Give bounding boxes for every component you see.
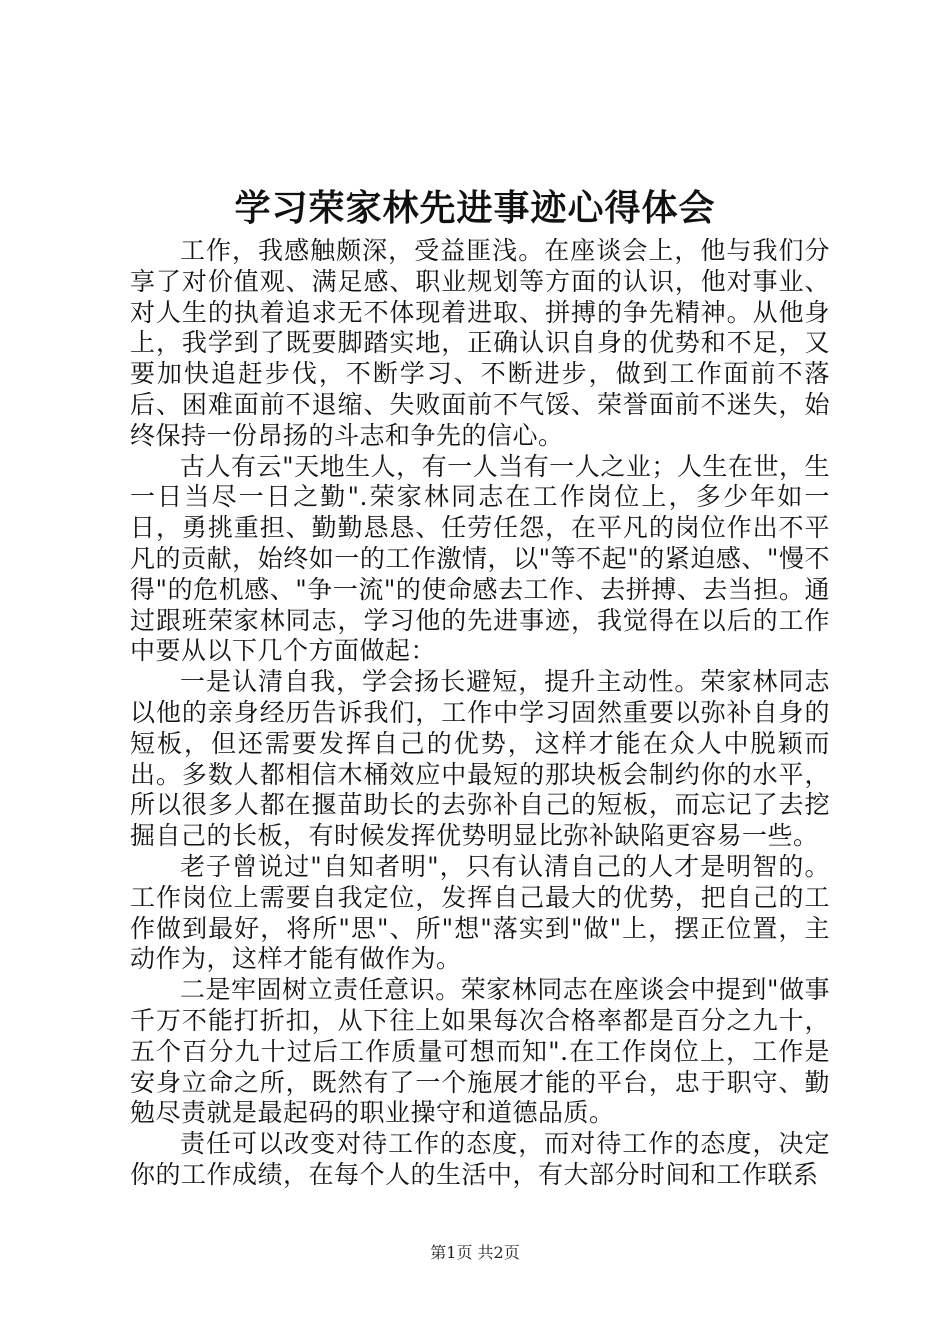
paragraph-1: 工作，我感触颇深，受益匪浅。在座谈会上，他与我们分享了对价值观、满足感、职业规划等方面的认识，他对事业、对人生的执着追求无不体现着进取、拼搏的争先精神。从他身上，我学到了既要脚踏实地，正确认识自身的优势和不足，又要加快追赶步伐，不断学习、不断进步，做到工作面前不落后、困难面前不退缩、失败面前不气馁、荣誉面前不迷失，始终保持一份昂扬的斗志和争先的信心。 [130, 236, 830, 450]
paragraph-3: 一是认清自我，学会扬长避短，提升主动性。荣家林同志以他的亲身经历告诉我们，工作中学习固然重要以弥补自身的短板，但还需要发挥自己的优势，这样才能在众人中脱颖而出。多数人都相信木桶效应中最短的那块板会制约你的水平，所以很多人都在揠苗助长的去弥补自己的短板，而忘记了去挖掘自己的长板，有时候发挥优势明显比弥补缺陷更容易一些。 [130, 667, 830, 851]
paragraph-4: 老子曾说过"自知者明"，只有认清自己的人才是明智的。工作岗位上需要自我定位，发挥自己最大的优势，把自己的工作做到最好，将所"思"、所"想"落实到"做"上，摆正位置，主动作为，这样才能有做作为。 [130, 851, 830, 974]
document-body [130, 236, 830, 1191]
page-footer: 第1页 共2页 [430, 1243, 520, 1262]
document-title: 学习荣家林先进事迹心得体会 [234, 187, 716, 229]
paragraph-6: 责任可以改变对待工作的态度，而对待工作的态度，决定你的工作成绩，在每个人的生活中，有大部分时间和工作联系 [130, 1129, 830, 1189]
paragraph-2: 古人有云"天地生人，有一人当有一人之业；人生在世，生一日当尽一日之勤".荣家林同志在工作岗位上，多少年如一日，勇挑重担、勤勤恳恳、任劳任怨，在平凡的岗位作出不平凡的贡献，始终如一的工作激情，以"等不起"的紧迫感、"慢不得"的危机感、"争一流"的使命感去工作、去拼搏、去当担。通过跟班荣家林同志，学习他的先进事迹，我觉得在以后的工作中要从以下几个方面做起： [130, 451, 830, 666]
paragraph-5: 二是牢固树立责任意识。荣家林同志在座谈会中提到"做事千万不能打折扣，从下往上如果每次合格率都是百分之九十，五个百分九十过后工作质量可想而知".在工作岗位上，工作是安身立命之所，既然有了一个施展才能的平台，忠于职守、勤勉尽责就是最起码的职业操守和道德品质。 [130, 975, 830, 1128]
